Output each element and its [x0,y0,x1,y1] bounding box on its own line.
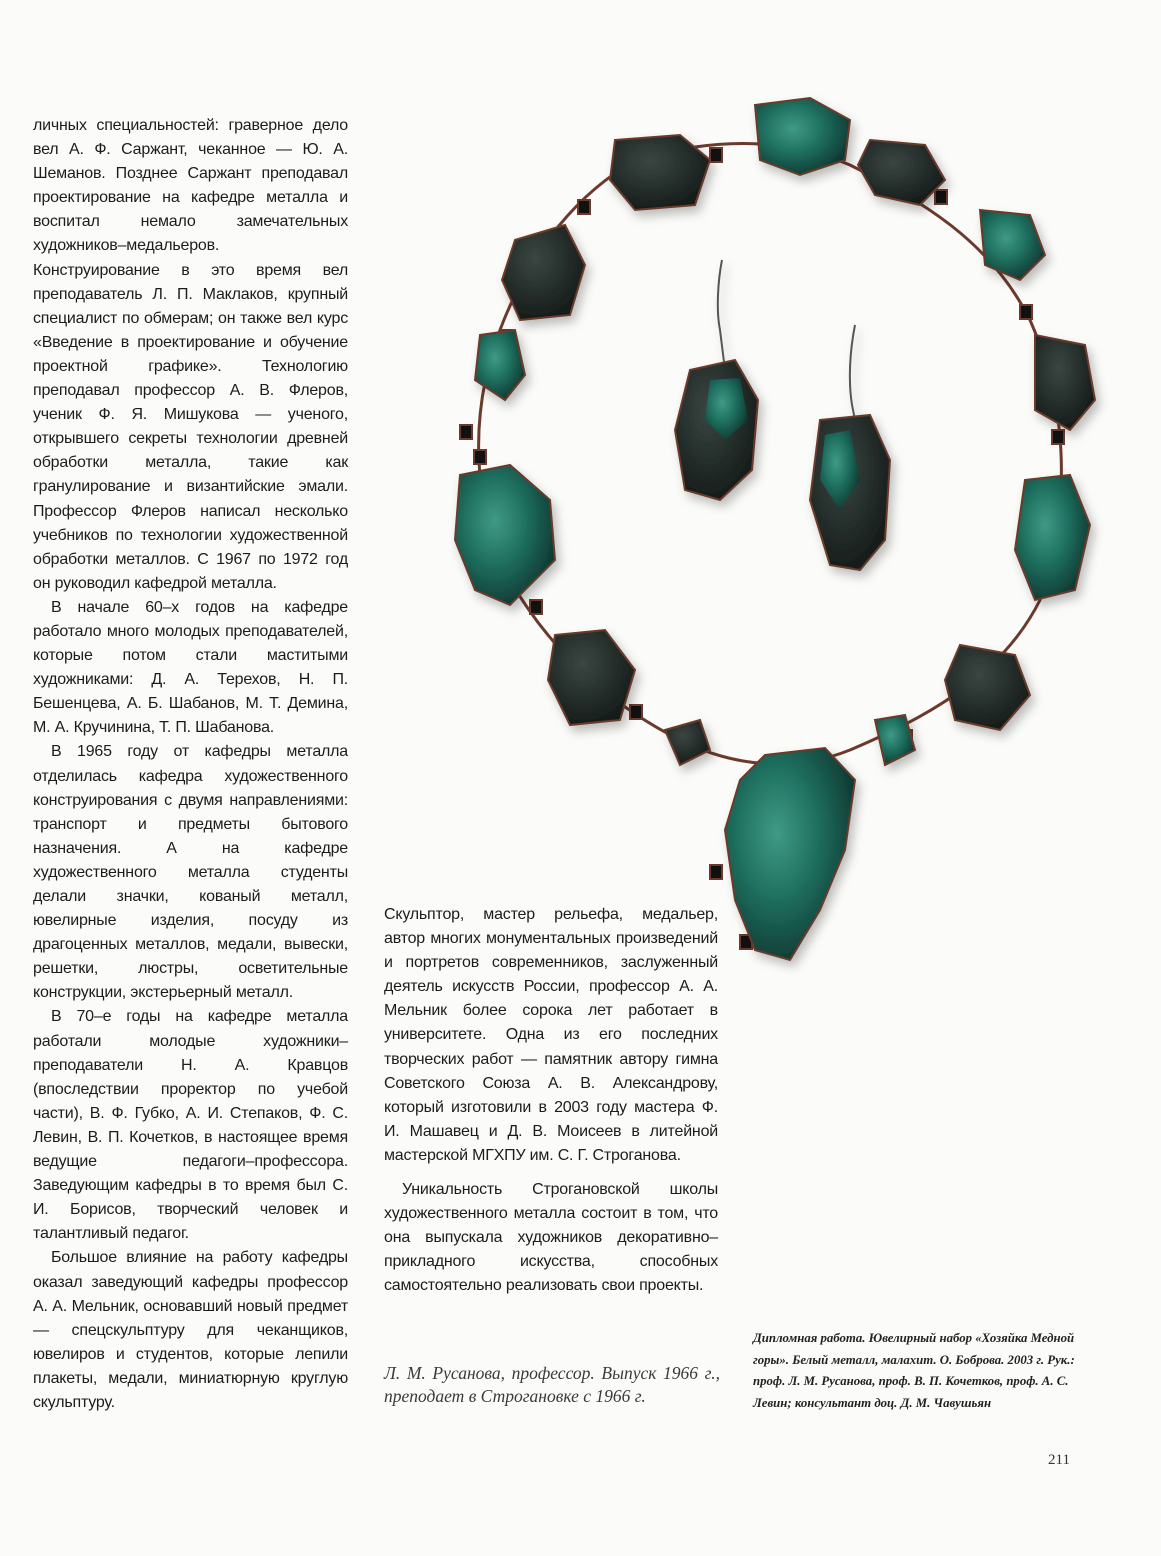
earring-right [810,325,890,570]
paragraph: В начале 60–х годов на кафедре работало много молодых преподавателей, которые потом стали маститыми художниками: Д. А. Терехов, Н. П. Бешенцева, А. Б. Шабанов, М. Т. Демина, М. А. Кручинина, Т. П. Шабанова. [33,598,348,737]
dark-stone [945,645,1030,730]
dark-stone [502,225,585,320]
dark-stone [548,630,635,725]
dark-stone [858,140,945,205]
malachite-stone [755,98,850,175]
malachite-pendant [725,748,855,960]
paragraph: личных специальностей: граверное дело вел А. Ф. Саржант, чеканное — Ю. А. Шеманов. Позднее Саржант преподавал проектирование на кафедре металла и воспитал немало замечательных художников–медальеров. Конструирование в это время вел преподаватель Л. П. Маклаков, крупный специалист по обмерам; он также вел курс «Введение в проектирование и обучение проектной графике». Технологию преподавал профессор А. В. Флеров, ученик Ф. Я. Мишукова — ученого, открывшего секреты технологии древней обработки металла, такие как гранулирование и византийские эмали. Профессор Флеров написал несколько учебников по технологии художественной обработки металлов. С 1967 по 1972 год он руководил кафедрой металла. [33,117,348,592]
middle-text-column [384,903,718,1299]
photo-caption: Дипломная работа. Ювелирный набор «Хозяйка Медной горы». Белый металл, малахит. О. Боброва. 2003 г. Рук.: проф. Л. М. Русанова, проф. В. П. Кочетков, проф. А. С. Левин; консультант доц. Д. М. Чавушьян [753,1331,1075,1410]
page-number: 211 [1048,1452,1070,1468]
dark-stone [665,720,710,765]
paragraph: Скульптор, мастер рельефа, медальер, автор многих монументальных произведений и портретов современников, заслуженный деятель искусств России, профессор А. А. Мельник более сорока лет работает в университете. Одна из его последних творческих работ — памятник автору гимна Советского Союза А. В. Александрову, который изготовили в 2003 году мастера Ф. И. Машавец и Д. В. Моисеев в литейной мастерской МГХПУ им. С. Г. Строганова. [384,906,718,1164]
malachite-stone [980,210,1045,280]
jewelry-photo [380,80,1140,980]
dark-stone [610,135,710,210]
dark-stone [1035,335,1095,430]
earring-left [675,260,758,500]
paragraph: Уникальность Строгановской школы художественного металла состоит в том, что она выпускала художников декоративно–прикладного искусства, способных самостоятельно реализовать свои проекты. [384,1181,718,1295]
malachite-stone [1015,475,1090,600]
malachite-stone [455,465,555,605]
paragraph: Большое влияние на работу кафедры оказал заведующий кафедры профессор А. А. Мельник, основавший новый предмет — спецскульптуру для чеканщиков, ювелиров и студентов, которые лепили плакеты, медали, миниатюрную круглую скульптуру. [33,1249,348,1411]
left-text-column [33,114,348,1415]
paragraph: В 70–е годы на кафедре металла работали молодые художники–преподаватели Н. А. Кравцов (впоследствии проректор по учебой части), В. Ф. Губко, А. И. Степаков, Ф. С. Левин, В. П. Кочетков, в настоящее время ведущие педагоги–профессора. Заведующим кафедры в то время был С. И. Борисов, творческий человек и талантливый педагог. [33,1008,348,1243]
author-signature: Л. М. Русанова, профессор. Выпуск 1966 г., преподает в Строгановке с 1966 г. [384,1363,720,1406]
paragraph: В 1965 году от кафедры металла отделилась кафедра художественного конструирования с двумя направлениями: транспорт и предметы бытового назначения. А на кафедре художественного металла студенты делали значки, кованый металл, ювелирные изделия, посуду из драгоценных металлов, медали, вывески, решетки, люстры, осветительные конструкции, экстерьерный металл. [33,743,348,1002]
